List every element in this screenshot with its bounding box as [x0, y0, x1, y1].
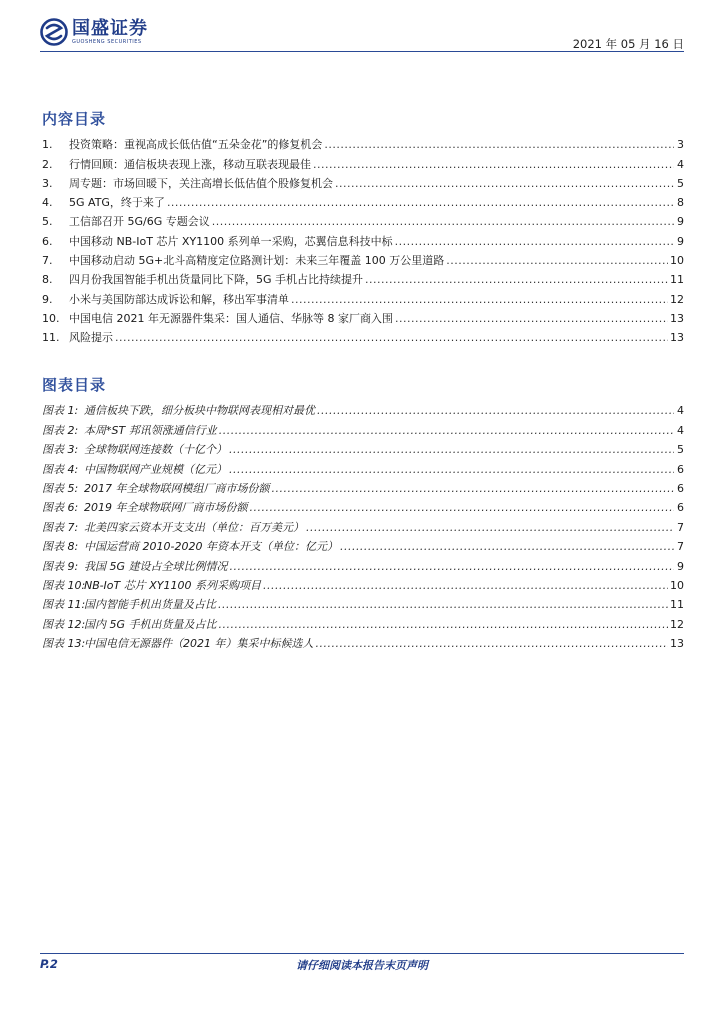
toc-entry[interactable] — [42, 210, 684, 229]
toc-entry[interactable] — [42, 307, 684, 326]
figure-title: 国内 5G 手机出货量及占比 — [84, 617, 217, 631]
footer-divider — [40, 953, 684, 954]
figure-leader-dots — [229, 463, 674, 477]
toc-page-number: 12 — [670, 292, 684, 306]
company-logo — [40, 18, 148, 46]
toc-number: 8. — [42, 273, 53, 287]
figure-label: 图表 9: — [42, 559, 79, 573]
toc-title: 中国移动 NB-IoT 芯片 XY1100 系列单一采购，芯翼信息科技中标 — [69, 234, 393, 248]
figure-leader-dots — [230, 560, 674, 574]
toc-number: 10. — [42, 311, 60, 325]
company-name-cn: 国盛证券 — [72, 17, 148, 39]
contents-list — [42, 133, 684, 345]
figure-leader-dots — [272, 482, 675, 496]
toc-number: 11. — [42, 331, 60, 345]
figure-label: 图表 8: — [42, 540, 79, 554]
toc-title: 5G ATG，终于来了 — [69, 196, 165, 210]
contents-title: 内容目录 — [42, 110, 107, 128]
toc-title: 工信部召开 5G/6G 专题会议 — [69, 215, 210, 229]
toc-page-number: 11 — [670, 273, 684, 287]
figure-page-number: 4 — [677, 404, 684, 418]
figure-label: 图表 13: — [42, 637, 86, 651]
figure-label: 图表 5: — [42, 481, 79, 495]
toc-title: 周专题：市场回暖下，关注高增长低估值个股修复机会 — [69, 176, 333, 190]
figure-leader-dots — [263, 579, 668, 593]
figure-leader-dots — [317, 404, 674, 418]
figure-title: 中国物联网产业规模（亿元） — [84, 462, 227, 476]
toc-entry[interactable] — [42, 229, 684, 248]
figure-entry[interactable] — [42, 438, 684, 457]
toc-leader-dots — [365, 273, 668, 287]
figure-entry[interactable] — [42, 574, 684, 593]
footer-disclaimer[interactable]: 请仔细阅读本报告末页声明 — [296, 959, 428, 972]
figure-label: 图表 6: — [42, 501, 79, 515]
figure-title: 国内智能手机出货量及占比 — [84, 598, 216, 612]
toc-entry[interactable] — [42, 172, 684, 191]
figure-title: NB-IoT 芯片 XY1100 系列采购项目 — [84, 578, 261, 592]
company-name-en: GUOSHENG SECURITIES — [72, 38, 142, 45]
header-divider — [40, 51, 684, 52]
figure-page-number: 9 — [677, 559, 684, 573]
toc-entry[interactable] — [42, 268, 684, 287]
figure-label: 图表 2: — [42, 423, 79, 437]
figure-leader-dots — [219, 618, 668, 632]
figure-entry[interactable] — [42, 418, 684, 437]
toc-page-number: 9 — [677, 215, 684, 229]
figure-entry[interactable] — [42, 632, 684, 651]
figure-label: 图表 12: — [42, 617, 86, 631]
page-header — [40, 18, 684, 58]
toc-entry[interactable] — [42, 249, 684, 268]
figure-leader-dots — [316, 637, 669, 651]
toc-page-number: 13 — [670, 331, 684, 345]
toc-number: 5. — [42, 215, 53, 229]
figure-page-number: 6 — [677, 481, 684, 495]
figure-label: 图表 10: — [42, 578, 86, 592]
figure-title: 全球物联网连接数（十亿个） — [84, 443, 227, 457]
toc-leader-dots — [115, 331, 668, 345]
figure-title: 中国运营商 2010-2020 年资本开支（单位：亿元） — [84, 540, 338, 554]
figure-entry[interactable] — [42, 457, 684, 476]
toc-leader-dots — [395, 312, 668, 326]
toc-page-number: 5 — [677, 176, 684, 190]
figure-page-number: 11 — [670, 598, 684, 612]
figure-leader-dots — [340, 540, 674, 554]
toc-title: 中国电信 2021 年无源器件集采：国人通信、华脉等 8 家厂商入围 — [69, 311, 393, 325]
figure-entry[interactable] — [42, 515, 684, 534]
toc-leader-dots — [335, 177, 674, 191]
toc-leader-dots — [212, 215, 674, 229]
figures-title: 图表目录 — [42, 376, 107, 394]
toc-title: 四月份我国智能手机出货量同比下降，5G 手机占比持续提升 — [69, 273, 364, 287]
figure-page-number: 7 — [677, 540, 684, 554]
figure-label: 图表 4: — [42, 462, 79, 476]
figure-leader-dots — [229, 443, 674, 457]
toc-title: 小米与美国防部达成诉讼和解，移出军事清单 — [69, 292, 289, 306]
figure-entry[interactable] — [42, 496, 684, 515]
figure-title: 2017 年全球物联网模组厂商市场份额 — [84, 481, 270, 495]
toc-title: 风险提示 — [69, 331, 113, 345]
toc-entry[interactable] — [42, 133, 684, 152]
figure-entry[interactable] — [42, 477, 684, 496]
toc-leader-dots — [324, 138, 674, 152]
figure-entry[interactable] — [42, 399, 684, 418]
figure-label: 图表 3: — [42, 443, 79, 457]
toc-number: 1. — [42, 138, 53, 152]
figure-leader-dots — [306, 521, 674, 535]
toc-leader-dots — [167, 196, 674, 210]
toc-number: 3. — [42, 176, 53, 190]
toc-entry[interactable] — [42, 191, 684, 210]
toc-page-number: 8 — [677, 196, 684, 210]
figure-page-number: 7 — [677, 520, 684, 534]
toc-number: 6. — [42, 234, 53, 248]
figure-title: 中国电信无源器件（2021 年）集采中标候选人 — [84, 637, 314, 651]
page-number: P.2 — [40, 957, 58, 971]
toc-number: 2. — [42, 157, 53, 171]
figure-entry[interactable] — [42, 593, 684, 612]
toc-page-number: 4 — [677, 157, 684, 171]
figure-leader-dots — [219, 424, 674, 438]
toc-entry[interactable] — [42, 287, 684, 306]
toc-number: 4. — [42, 196, 53, 210]
toc-entry[interactable] — [42, 152, 684, 171]
report-date: 2021 年 05 月 16 日 — [572, 37, 684, 51]
toc-title: 中国移动启动 5G+北斗高精度定位路测计划：未来三年覆盖 100 万公里道路 — [69, 254, 445, 268]
toc-page-number: 3 — [677, 138, 684, 152]
guosheng-logo-icon — [40, 18, 68, 46]
toc-entry[interactable] — [42, 326, 684, 345]
toc-leader-dots — [446, 254, 668, 268]
figure-title: 本周*ST 邦讯领涨通信行业 — [84, 423, 217, 437]
toc-title: 投资策略：重视高成长低估值“五朵金花”的修复机会 — [69, 138, 323, 152]
figure-label: 图表 1: — [42, 404, 79, 418]
figure-page-number: 5 — [677, 443, 684, 457]
figure-label: 图表 11: — [42, 598, 86, 612]
figure-title: 2019 年全球物联网厂商市场份额 — [84, 501, 248, 515]
figure-entry[interactable] — [42, 612, 684, 631]
toc-page-number: 13 — [670, 311, 684, 325]
figure-page-number: 12 — [670, 617, 684, 631]
toc-number: 7. — [42, 254, 53, 268]
toc-leader-dots — [313, 158, 674, 172]
figure-label: 图表 7: — [42, 520, 79, 534]
figure-entry[interactable] — [42, 535, 684, 554]
toc-leader-dots — [395, 235, 674, 249]
figure-title: 北美四家云资本开支支出（单位：百万美元） — [84, 520, 304, 534]
figure-entry[interactable] — [42, 554, 684, 573]
figure-title: 通信板块下跌，细分板块中物联网表现相对最优 — [84, 404, 315, 418]
figures-list — [42, 399, 684, 651]
toc-leader-dots — [291, 293, 668, 307]
figure-leader-dots — [250, 501, 675, 515]
figure-page-number: 4 — [677, 423, 684, 437]
figure-page-number: 10 — [670, 578, 684, 592]
figure-page-number: 6 — [677, 462, 684, 476]
figure-page-number: 6 — [677, 501, 684, 515]
figure-title: 我国 5G 建设占全球比例情况 — [84, 559, 228, 573]
toc-page-number: 9 — [677, 234, 684, 248]
toc-number: 9. — [42, 292, 53, 306]
figure-page-number: 13 — [670, 637, 684, 651]
toc-title: 行情回顾：通信板块表现上涨，移动互联表现最佳 — [69, 157, 311, 171]
figure-leader-dots — [218, 598, 668, 612]
toc-page-number: 10 — [670, 254, 684, 268]
